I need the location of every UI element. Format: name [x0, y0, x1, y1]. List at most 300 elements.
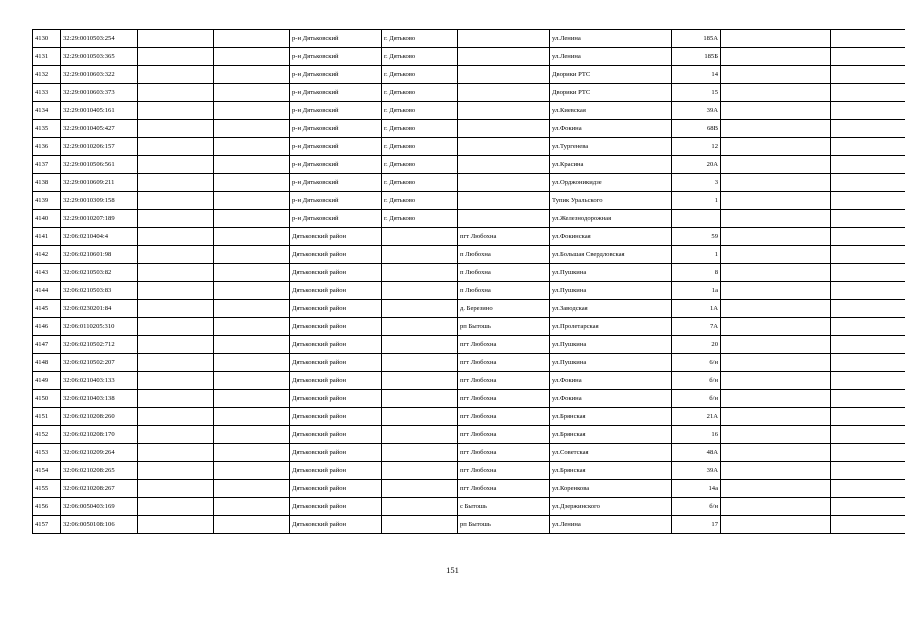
- empty-cell: [138, 516, 214, 534]
- street-cell: ул.Пушкина: [550, 336, 672, 354]
- house-number-cell: 15: [672, 84, 721, 102]
- row-number-cell: 4138: [33, 174, 61, 192]
- town-cell: [382, 300, 458, 318]
- row-number-cell: 4135: [33, 120, 61, 138]
- empty-cell: [831, 138, 905, 156]
- row-number-cell: 4145: [33, 300, 61, 318]
- house-number-cell: б/н: [672, 372, 721, 390]
- row-number-cell: 4151: [33, 408, 61, 426]
- town-cell: [382, 354, 458, 372]
- cadastral-number-cell: 32:06:0210404:4: [61, 228, 138, 246]
- table-row: [33, 462, 905, 480]
- settlement-cell: пгт Любохна: [458, 426, 550, 444]
- district-cell: р-н Дятьковский: [290, 174, 382, 192]
- house-number-cell: 14: [672, 66, 721, 84]
- street-cell: ул.Брянская: [550, 462, 672, 480]
- town-cell: [382, 318, 458, 336]
- table-row: [33, 426, 905, 444]
- row-number-cell: 4141: [33, 228, 61, 246]
- street-cell: ул.Фокина: [550, 390, 672, 408]
- empty-cell: [138, 48, 214, 66]
- district-cell: р-н Дятьковский: [290, 210, 382, 228]
- district-cell: Дятьковский район: [290, 390, 382, 408]
- house-number-cell: б/н: [672, 498, 721, 516]
- house-number-cell: 14а: [672, 480, 721, 498]
- empty-cell: [138, 138, 214, 156]
- district-cell: р-н Дятьковский: [290, 30, 382, 48]
- house-number-cell: [672, 210, 721, 228]
- house-number-cell: 59: [672, 228, 721, 246]
- settlement-cell: пгт Любохна: [458, 390, 550, 408]
- table-row: [33, 264, 905, 282]
- row-number-cell: 4140: [33, 210, 61, 228]
- cadastral-number-cell: 32:29:0010609:211: [61, 174, 138, 192]
- empty-cell: [721, 264, 831, 282]
- table-row: [33, 408, 905, 426]
- cadastral-number-cell: 32:06:0210403:138: [61, 390, 138, 408]
- empty-cell: [214, 48, 290, 66]
- house-number-cell: 1: [672, 246, 721, 264]
- street-cell: ул.Орджоникидзе: [550, 174, 672, 192]
- town-cell: [382, 426, 458, 444]
- table-row: [33, 30, 905, 48]
- house-number-cell: 16: [672, 426, 721, 444]
- empty-cell: [721, 444, 831, 462]
- settlement-cell: [458, 210, 550, 228]
- empty-cell: [138, 282, 214, 300]
- town-cell: [382, 228, 458, 246]
- district-cell: Дятьковский район: [290, 426, 382, 444]
- cadastral-number-cell: 32:29:0010207:189: [61, 210, 138, 228]
- row-number-cell: 4131: [33, 48, 61, 66]
- row-number-cell: 4134: [33, 102, 61, 120]
- cadastral-number-cell: 32:29:0010503:365: [61, 48, 138, 66]
- town-cell: [382, 264, 458, 282]
- row-number-cell: 4149: [33, 372, 61, 390]
- empty-cell: [831, 66, 905, 84]
- cadastral-number-cell: 32:29:0010309:158: [61, 192, 138, 210]
- empty-cell: [721, 372, 831, 390]
- empty-cell: [214, 516, 290, 534]
- town-cell: [382, 498, 458, 516]
- empty-cell: [831, 48, 905, 66]
- row-number-cell: 4147: [33, 336, 61, 354]
- empty-cell: [831, 192, 905, 210]
- house-number-cell: 6/н: [672, 354, 721, 372]
- settlement-cell: [458, 156, 550, 174]
- empty-cell: [831, 498, 905, 516]
- cadastral-number-cell: 32:29:0010603:322: [61, 66, 138, 84]
- empty-cell: [831, 426, 905, 444]
- street-cell: ул.Тургенева: [550, 138, 672, 156]
- district-cell: р-н Дятьковский: [290, 138, 382, 156]
- town-cell: г. Дятьково: [382, 138, 458, 156]
- empty-cell: [214, 156, 290, 174]
- row-number-cell: 4130: [33, 30, 61, 48]
- empty-cell: [214, 192, 290, 210]
- house-number-cell: 68В: [672, 120, 721, 138]
- empty-cell: [214, 336, 290, 354]
- settlement-cell: пгт Любохна: [458, 372, 550, 390]
- empty-cell: [138, 318, 214, 336]
- settlement-cell: пгт Любохна: [458, 462, 550, 480]
- empty-cell: [138, 336, 214, 354]
- empty-cell: [214, 120, 290, 138]
- empty-cell: [721, 246, 831, 264]
- town-cell: [382, 516, 458, 534]
- table-row: [33, 336, 905, 354]
- row-number-cell: 4144: [33, 282, 61, 300]
- empty-cell: [138, 156, 214, 174]
- settlement-cell: [458, 120, 550, 138]
- row-number-cell: 4154: [33, 462, 61, 480]
- empty-cell: [721, 192, 831, 210]
- street-cell: Дворики РТС: [550, 84, 672, 102]
- row-number-cell: 4136: [33, 138, 61, 156]
- town-cell: г. Дятьково: [382, 48, 458, 66]
- row-number-cell: 4153: [33, 444, 61, 462]
- town-cell: [382, 444, 458, 462]
- house-number-cell: 39А: [672, 462, 721, 480]
- empty-cell: [831, 408, 905, 426]
- empty-cell: [721, 66, 831, 84]
- empty-cell: [214, 300, 290, 318]
- empty-cell: [831, 174, 905, 192]
- empty-cell: [721, 156, 831, 174]
- empty-cell: [831, 318, 905, 336]
- empty-cell: [831, 354, 905, 372]
- table-row: [33, 246, 905, 264]
- settlement-cell: рп Бытошь: [458, 516, 550, 534]
- registry-table-body: [33, 30, 905, 534]
- town-cell: г. Дятьково: [382, 156, 458, 174]
- street-cell: ул.Пушкина: [550, 264, 672, 282]
- empty-cell: [831, 516, 905, 534]
- empty-cell: [138, 120, 214, 138]
- settlement-cell: [458, 138, 550, 156]
- house-number-cell: 1А: [672, 300, 721, 318]
- empty-cell: [214, 84, 290, 102]
- settlement-cell: пгт Любохна: [458, 480, 550, 498]
- empty-cell: [138, 480, 214, 498]
- town-cell: [382, 408, 458, 426]
- table-row: [33, 48, 905, 66]
- district-cell: Дятьковский район: [290, 336, 382, 354]
- empty-cell: [214, 498, 290, 516]
- empty-cell: [138, 408, 214, 426]
- district-cell: Дятьковский район: [290, 354, 382, 372]
- settlement-cell: пгт Любохна: [458, 228, 550, 246]
- table-row: [33, 372, 905, 390]
- empty-cell: [138, 498, 214, 516]
- district-cell: Дятьковский район: [290, 300, 382, 318]
- empty-cell: [214, 138, 290, 156]
- row-number-cell: 4156: [33, 498, 61, 516]
- row-number-cell: 4148: [33, 354, 61, 372]
- town-cell: [382, 246, 458, 264]
- empty-cell: [214, 390, 290, 408]
- empty-cell: [721, 138, 831, 156]
- empty-cell: [214, 246, 290, 264]
- empty-cell: [138, 66, 214, 84]
- empty-cell: [831, 264, 905, 282]
- empty-cell: [831, 120, 905, 138]
- settlement-cell: пгт Любохна: [458, 336, 550, 354]
- house-number-cell: 17: [672, 516, 721, 534]
- empty-cell: [214, 372, 290, 390]
- settlement-cell: [458, 174, 550, 192]
- empty-cell: [721, 408, 831, 426]
- settlement-cell: пгт Любохна: [458, 444, 550, 462]
- town-cell: г. Дятьково: [382, 210, 458, 228]
- house-number-cell: 1: [672, 192, 721, 210]
- empty-cell: [721, 390, 831, 408]
- empty-cell: [214, 174, 290, 192]
- table-row: [33, 228, 905, 246]
- empty-cell: [214, 354, 290, 372]
- street-cell: ул.Советская: [550, 444, 672, 462]
- table-row: [33, 210, 905, 228]
- town-cell: г. Дятьково: [382, 192, 458, 210]
- district-cell: Дятьковский район: [290, 516, 382, 534]
- settlement-cell: пгт Любохна: [458, 354, 550, 372]
- cadastral-number-cell: 32:06:0230201:84: [61, 300, 138, 318]
- table-row: [33, 174, 905, 192]
- empty-cell: [138, 228, 214, 246]
- cadastral-number-cell: 32:06:0210503:83: [61, 282, 138, 300]
- empty-cell: [831, 300, 905, 318]
- registry-table: [32, 29, 905, 534]
- empty-cell: [138, 372, 214, 390]
- house-number-cell: 185А: [672, 30, 721, 48]
- district-cell: р-н Дятьковский: [290, 102, 382, 120]
- table-row: [33, 354, 905, 372]
- row-number-cell: 4132: [33, 66, 61, 84]
- empty-cell: [831, 84, 905, 102]
- street-cell: Тупик Уральского: [550, 192, 672, 210]
- table-row: [33, 480, 905, 498]
- row-number-cell: 4143: [33, 264, 61, 282]
- house-number-cell: 8: [672, 264, 721, 282]
- table-row: [33, 84, 905, 102]
- table-row: [33, 318, 905, 336]
- row-number-cell: 4137: [33, 156, 61, 174]
- empty-cell: [138, 192, 214, 210]
- table-row: [33, 120, 905, 138]
- empty-cell: [138, 426, 214, 444]
- street-cell: ул.Фокина: [550, 372, 672, 390]
- empty-cell: [721, 210, 831, 228]
- district-cell: р-н Дятьковский: [290, 84, 382, 102]
- cadastral-number-cell: 32:06:0050403:169: [61, 498, 138, 516]
- street-cell: ул.Пушкина: [550, 282, 672, 300]
- table-row: [33, 102, 905, 120]
- empty-cell: [831, 210, 905, 228]
- house-number-cell: 3: [672, 174, 721, 192]
- row-number-cell: 4133: [33, 84, 61, 102]
- street-cell: ул.Пролетарская: [550, 318, 672, 336]
- district-cell: Дятьковский район: [290, 372, 382, 390]
- table-row: [33, 300, 905, 318]
- empty-cell: [138, 84, 214, 102]
- empty-cell: [831, 480, 905, 498]
- row-number-cell: 4139: [33, 192, 61, 210]
- street-cell: ул.Большая Свердловская: [550, 246, 672, 264]
- empty-cell: [721, 102, 831, 120]
- house-number-cell: 39А: [672, 102, 721, 120]
- empty-cell: [721, 336, 831, 354]
- table-row: [33, 498, 905, 516]
- cadastral-number-cell: 32:06:0050108:106: [61, 516, 138, 534]
- district-cell: Дятьковский район: [290, 462, 382, 480]
- empty-cell: [831, 390, 905, 408]
- street-cell: ул.Коренкова: [550, 480, 672, 498]
- empty-cell: [214, 264, 290, 282]
- table-row: [33, 192, 905, 210]
- street-cell: ул.Пушкина: [550, 354, 672, 372]
- empty-cell: [831, 246, 905, 264]
- empty-cell: [214, 282, 290, 300]
- cadastral-number-cell: 32:06:0210503:82: [61, 264, 138, 282]
- town-cell: г. Дятьково: [382, 84, 458, 102]
- cadastral-number-cell: 32:29:0010503:254: [61, 30, 138, 48]
- empty-cell: [214, 66, 290, 84]
- empty-cell: [721, 174, 831, 192]
- settlement-cell: п Любохна: [458, 264, 550, 282]
- town-cell: г. Дятьково: [382, 174, 458, 192]
- cadastral-number-cell: 32:06:0210502:207: [61, 354, 138, 372]
- empty-cell: [721, 426, 831, 444]
- empty-cell: [721, 300, 831, 318]
- empty-cell: [831, 156, 905, 174]
- table-row: [33, 156, 905, 174]
- town-cell: [382, 480, 458, 498]
- house-number-cell: 185Б: [672, 48, 721, 66]
- empty-cell: [721, 228, 831, 246]
- empty-cell: [214, 210, 290, 228]
- settlement-cell: [458, 30, 550, 48]
- settlement-cell: д. Березино: [458, 300, 550, 318]
- row-number-cell: 4157: [33, 516, 61, 534]
- empty-cell: [831, 30, 905, 48]
- settlement-cell: [458, 66, 550, 84]
- settlement-cell: [458, 48, 550, 66]
- cadastral-number-cell: 32:29:0010506:561: [61, 156, 138, 174]
- empty-cell: [214, 444, 290, 462]
- row-number-cell: 4146: [33, 318, 61, 336]
- street-cell: ул.Заводская: [550, 300, 672, 318]
- district-cell: Дятьковский район: [290, 480, 382, 498]
- empty-cell: [138, 30, 214, 48]
- cadastral-number-cell: 32:29:0010603:373: [61, 84, 138, 102]
- town-cell: [382, 390, 458, 408]
- table-row: [33, 516, 905, 534]
- empty-cell: [214, 426, 290, 444]
- empty-cell: [721, 480, 831, 498]
- cadastral-number-cell: 32:06:0210502:712: [61, 336, 138, 354]
- town-cell: г. Дятьково: [382, 66, 458, 84]
- table-row: [33, 444, 905, 462]
- empty-cell: [214, 30, 290, 48]
- row-number-cell: 4150: [33, 390, 61, 408]
- street-cell: ул.Киевская: [550, 102, 672, 120]
- empty-cell: [214, 480, 290, 498]
- district-cell: Дятьковский район: [290, 498, 382, 516]
- empty-cell: [721, 48, 831, 66]
- town-cell: [382, 372, 458, 390]
- street-cell: ул.Ленина: [550, 48, 672, 66]
- empty-cell: [138, 462, 214, 480]
- table-row: [33, 138, 905, 156]
- district-cell: р-н Дятьковский: [290, 120, 382, 138]
- empty-cell: [831, 372, 905, 390]
- house-number-cell: 20: [672, 336, 721, 354]
- house-number-cell: б/н: [672, 390, 721, 408]
- town-cell: г. Дятьково: [382, 30, 458, 48]
- town-cell: г. Дятьково: [382, 102, 458, 120]
- street-cell: ул.Ленина: [550, 30, 672, 48]
- cadastral-number-cell: 32:29:0010405:161: [61, 102, 138, 120]
- empty-cell: [721, 282, 831, 300]
- house-number-cell: 1а: [672, 282, 721, 300]
- town-cell: г. Дятьково: [382, 120, 458, 138]
- empty-cell: [138, 300, 214, 318]
- settlement-cell: с Бытошь: [458, 498, 550, 516]
- cadastral-number-cell: 32:29:0010206:157: [61, 138, 138, 156]
- cadastral-number-cell: 32:06:0210601:98: [61, 246, 138, 264]
- empty-cell: [831, 336, 905, 354]
- table-row: [33, 282, 905, 300]
- settlement-cell: [458, 192, 550, 210]
- street-cell: ул.Дзержинского: [550, 498, 672, 516]
- district-cell: Дятьковский район: [290, 246, 382, 264]
- district-cell: р-н Дятьковский: [290, 66, 382, 84]
- district-cell: Дятьковский район: [290, 408, 382, 426]
- cadastral-number-cell: 32:06:0210208:170: [61, 426, 138, 444]
- empty-cell: [831, 228, 905, 246]
- empty-cell: [721, 462, 831, 480]
- row-number-cell: 4142: [33, 246, 61, 264]
- cadastral-number-cell: 32:06:0210208:265: [61, 462, 138, 480]
- house-number-cell: 48А: [672, 444, 721, 462]
- cadastral-number-cell: 32:06:0210209:264: [61, 444, 138, 462]
- house-number-cell: 21А: [672, 408, 721, 426]
- page-number: 151: [446, 565, 459, 575]
- settlement-cell: [458, 102, 550, 120]
- cadastral-number-cell: 32:06:0210208:267: [61, 480, 138, 498]
- street-cell: Дворики РТС: [550, 66, 672, 84]
- district-cell: Дятьковский район: [290, 282, 382, 300]
- cadastral-number-cell: 32:06:0110205:310: [61, 318, 138, 336]
- district-cell: р-н Дятьковский: [290, 156, 382, 174]
- street-cell: ул.Фокинская: [550, 228, 672, 246]
- empty-cell: [214, 462, 290, 480]
- empty-cell: [214, 228, 290, 246]
- empty-cell: [138, 264, 214, 282]
- street-cell: ул.Брянская: [550, 426, 672, 444]
- cadastral-number-cell: 32:29:0010405:427: [61, 120, 138, 138]
- empty-cell: [831, 444, 905, 462]
- empty-cell: [831, 102, 905, 120]
- district-cell: р-н Дятьковский: [290, 48, 382, 66]
- district-cell: р-н Дятьковский: [290, 192, 382, 210]
- table-row: [33, 66, 905, 84]
- empty-cell: [831, 462, 905, 480]
- empty-cell: [214, 408, 290, 426]
- street-cell: ул.Красина: [550, 156, 672, 174]
- empty-cell: [721, 84, 831, 102]
- settlement-cell: рп Бытошь: [458, 318, 550, 336]
